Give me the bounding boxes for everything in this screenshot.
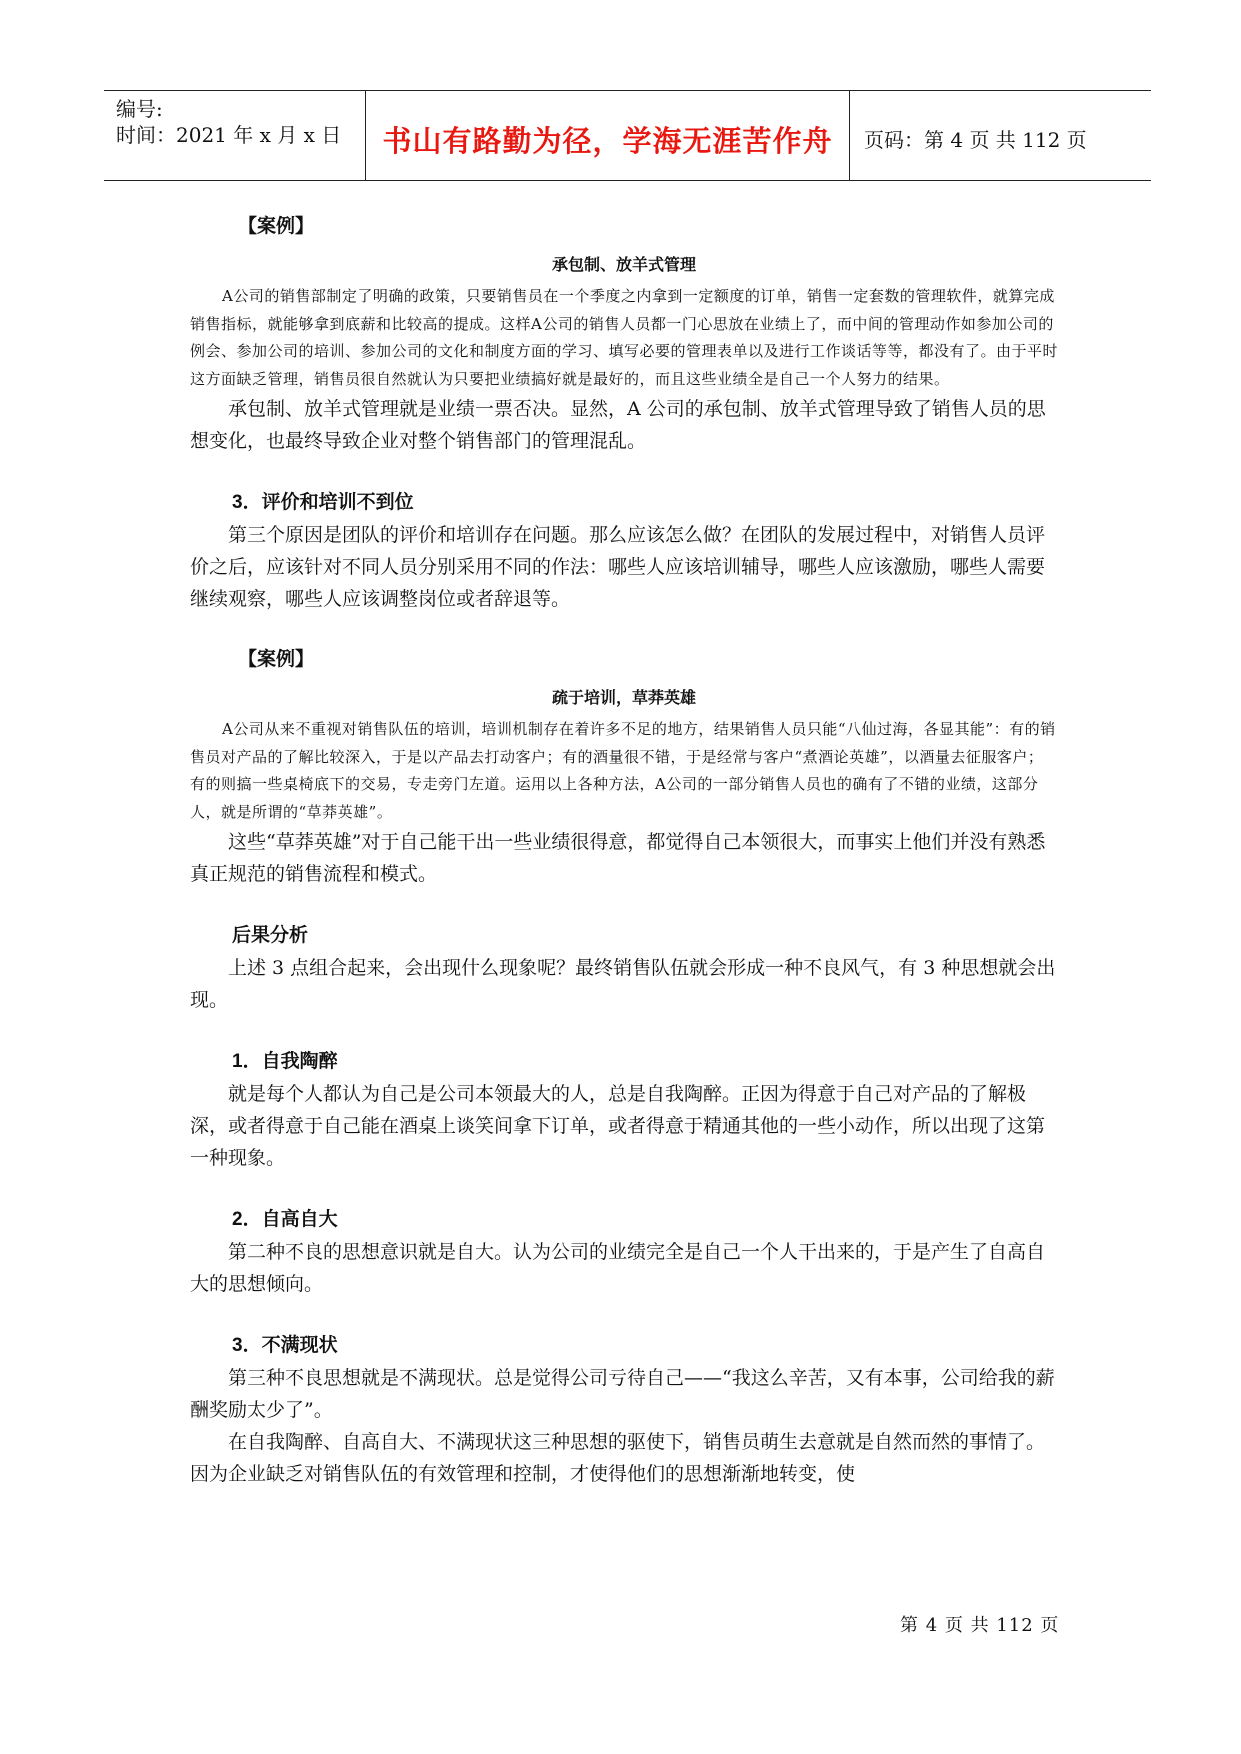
motto: 书山有路勤为径，学海无涯苦作舟 [382,124,833,158]
case-title: 疏于培训，草莽英雄 [551,688,696,707]
header-motto-cell [366,91,850,180]
body-paragraph: 这些“草莽英雄”对于自己能干出一些业绩很得意，都觉得自己本领很大，而事实上他们并没有熟悉真正规范的销售流程和模式。 [190,831,1046,885]
case-label: 【案例】 [238,648,315,670]
section-heading: 后果分析 [232,925,309,946]
section-heading: 1．自我陶醉 [232,1051,338,1072]
page-header [104,90,1151,181]
case-paragraph: A公司的销售部制定了明确的政策，只要销售员在一个季度之内拿到一定额度的订单，销售一定套数的管理软件，就算完成销售指标，就能够拿到底薪和比较高的提成。这样A公司的销售人员都一门心思放在业绩上了，而中间的管理动作如参加公司的例会、参加公司的培训、参加公司的文化和制度方面的学习、填写必要的管理表单以及进行工作谈话等等，都没有了。由于平时这方面缺乏管理，销售员很自然就认为只要把业绩搞好就是最好的，而且这些业绩全是自己一个人努力的结果。 [190,287,1059,388]
body-paragraph: 上述 3 点组合起来，会出现什么现象呢？最终销售队伍就会形成一种不良风气，有 3 种思想就会出现。 [190,957,1056,1011]
section-heading: 2．自高自大 [232,1209,338,1230]
body-paragraph: 就是每个人都认为自己是公司本领最大的人，总是自我陶醉。正因为得意于自己对产品的了解极深，或者得意于自己能在酒桌上谈笑间拿下订单，或者得意于精通其他的一些小动作，所以出现了这第一种现象。 [190,1083,1046,1169]
number-label: 编号: [116,97,163,121]
section-heading: 3．不满现状 [232,1335,338,1356]
page-footer: 第 4 页 共 112 页 [900,1615,1060,1636]
header-left-cell [104,91,366,180]
case-title: 承包制、放羊式管理 [551,255,696,274]
document-body [190,212,1058,1490]
time-label: 时间：2021 年 x 月 x 日 [116,123,342,147]
body-paragraph: 第二种不良的思想意识就是自大。认为公司的业绩完全是自己一个人干出来的，于是产生了自高自大的思想倾向。 [190,1241,1046,1295]
body-paragraph: 第三个原因是团队的评价和培训存在问题。那么应该怎么做？在团队的发展过程中，对销售人员评价之后，应该针对不同人员分别采用不同的作法：哪些人应该培训辅导，哪些人应该激励，哪些人需要继续观察，哪些人应该调整岗位或者辞退等。 [190,524,1046,610]
header-right-cell [850,91,1151,180]
case-paragraph: A公司从来不重视对销售队伍的培训，培训机制存在着许多不足的地方，结果销售人员只能“八仙过海，各显其能”：有的销售员对产品的了解比较深入，于是以产品去打动客户；有的酒量很不错，于是经常与客户“煮酒论英雄”，以酒量去征服客户；有的则搞一些桌椅底下的交易，专走旁门左道。运用以上各种方法，A公司的一部分销售人员也的确有了不错的业绩，这部分人，就是所谓的“草莽英雄”。 [190,720,1056,821]
body-paragraph: 第三种不良思想就是不满现状。总是觉得公司亏待自己——“我这么辛苦，又有本事，公司给我的薪酬奖励太少了”。 [190,1367,1055,1421]
header-page-info: 页码：第 4 页 共 112 页 [864,128,1087,152]
case-label: 【案例】 [238,215,315,237]
body-paragraph: 承包制、放羊式管理就是业绩一票否决。显然，A 公司的承包制、放羊式管理导致了销售人员的思想变化，也最终导致企业对整个销售部门的管理混乱。 [190,398,1046,452]
body-paragraph: 在自我陶醉、自高自大、不满现状这三种思想的驱使下，销售员萌生去意就是自然而然的事情了。因为企业缺乏对销售队伍的有效管理和控制，才使得他们的思想渐渐地转变，使 [190,1431,1046,1485]
section-heading: 3．评价和培训不到位 [232,492,414,513]
